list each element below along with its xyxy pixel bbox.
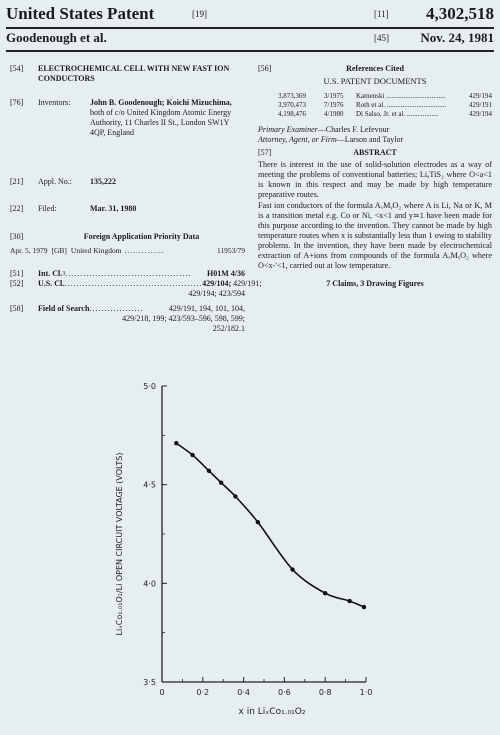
voltage-chart bbox=[100, 372, 400, 732]
field-code: [54] bbox=[10, 64, 24, 73]
reference-number: 3,873,369 bbox=[278, 92, 306, 100]
chart-ticks bbox=[143, 382, 372, 697]
data-point bbox=[174, 441, 178, 445]
field-code: [22] bbox=[10, 204, 24, 213]
inventors-address: both of c/o United Kingdom Atomic Energy Authority, 11 Charles II St., London SW1Y 4QP, England bbox=[90, 108, 232, 137]
field-code: [76] bbox=[10, 98, 24, 107]
search-label: Field of Search bbox=[38, 304, 90, 313]
patent-header-top bbox=[6, 4, 494, 24]
filed-label: Filed: bbox=[38, 204, 57, 213]
priority-date: Apr. 5, 1979 bbox=[10, 246, 48, 255]
attorney-line bbox=[258, 135, 492, 145]
y-tick-label: 4·0 bbox=[143, 579, 156, 589]
reference-row bbox=[278, 101, 492, 110]
data-point bbox=[256, 520, 260, 524]
inventors-short: Goodenough et al. bbox=[6, 30, 107, 45]
examiner-name: —Charles F. Lefevour bbox=[317, 125, 390, 134]
x-tick-label: 0 bbox=[159, 688, 165, 697]
date-code: [45] bbox=[374, 33, 389, 43]
appl-value: 135,222 bbox=[90, 177, 116, 186]
header-divider bbox=[6, 27, 494, 29]
reference-name: Di Salso, Jr. et al. bbox=[356, 110, 406, 118]
us-cl-dots: .............................................. bbox=[64, 279, 203, 288]
references-subheading: U.S. PATENT DOCUMENTS bbox=[323, 76, 427, 86]
priority-dots: .............. bbox=[124, 246, 165, 255]
abstract-heading: ABSTRACT bbox=[353, 148, 397, 157]
patent-office-title: United States Patent bbox=[6, 4, 155, 23]
reference-name: Kamenski bbox=[356, 92, 385, 100]
chart-series bbox=[174, 441, 366, 609]
reference-date: 7/1976 bbox=[324, 101, 344, 109]
abstract-body bbox=[258, 160, 492, 271]
x-tick-label: 0·6 bbox=[278, 688, 291, 697]
title-code: [19] bbox=[192, 9, 207, 19]
reference-date: 4/1980 bbox=[324, 110, 344, 118]
appl-label: Appl. No.: bbox=[38, 177, 72, 186]
x-tick-label: 0·8 bbox=[318, 688, 332, 697]
data-point bbox=[323, 591, 327, 595]
priority-number: 11953/79 bbox=[216, 246, 245, 255]
filed-value: Mar. 31, 1980 bbox=[90, 204, 137, 213]
references-heading: References Cited bbox=[346, 64, 404, 73]
inventors-names: John B. Goodenough; Koichi Mizuchima, bbox=[90, 98, 232, 107]
search-line3: 252/182.1 bbox=[212, 324, 245, 333]
priority-row bbox=[10, 246, 245, 256]
int-cl-edition: 3 bbox=[62, 271, 66, 277]
reference-dots: .................................. bbox=[386, 92, 446, 100]
us-cl-line2: 429/194; 423/594 bbox=[188, 289, 245, 298]
int-cl-dots: .......................................... bbox=[65, 269, 192, 278]
search-dots: .................. bbox=[89, 304, 144, 313]
data-point bbox=[219, 480, 223, 484]
search-value: 429/191, 194, 101, 104, bbox=[168, 304, 245, 313]
data-point bbox=[190, 453, 194, 457]
reference-name: Roth et al. bbox=[356, 101, 385, 109]
data-point bbox=[290, 567, 294, 571]
examiner-label: Primary Examiner bbox=[258, 125, 318, 134]
abstract-paragraph: Fast ion conductors of the formula AₓMᵧO₂ where A is Li, Na or K, M is a transition metal e.g. Co or Ni, <x<1 and y≃1 have been made for this purpose according to the invention. They cannot be made by high temperature routes when x is substantially less than 1 owing to stability problems. In the invention, they have been made by electrochemical extraction of A+ions from compounds of the formula AₓMᵧO₂ where O<x-'<1, carried out at low temperature. bbox=[258, 201, 492, 270]
header-bottom-rule bbox=[6, 50, 494, 52]
reference-row bbox=[278, 92, 492, 101]
attorney-name: —Larson and Taylor bbox=[336, 135, 404, 144]
number-code: [11] bbox=[374, 9, 389, 19]
us-cl-label: U.S. Cl. bbox=[38, 279, 65, 288]
reference-dots: .................. bbox=[406, 110, 439, 118]
abstract-paragraph: There is interest in the use of solid-solution electrodes as a way of meeting the problems of conventional batteries; LiₐTiS₂ where O<a<1 is known in this respect and may be made by high temperature preparative routes. bbox=[258, 160, 492, 199]
field-code: [56] bbox=[258, 64, 272, 73]
patent-date: Nov. 24, 1981 bbox=[420, 30, 494, 45]
data-point bbox=[233, 494, 237, 498]
us-cl-main: 429/104; bbox=[202, 279, 232, 288]
x-tick-label: 1·0 bbox=[359, 688, 373, 697]
field-code: [51] bbox=[10, 269, 24, 278]
inventors-field bbox=[10, 98, 245, 158]
field-code: [21] bbox=[10, 177, 24, 186]
series-line bbox=[176, 443, 364, 607]
priority-country: United Kingdom bbox=[70, 246, 122, 255]
claims-summary: 7 Claims, 3 Drawing Figures bbox=[326, 279, 424, 288]
data-point bbox=[347, 599, 351, 603]
int-cl-value: H01M 4/36 bbox=[207, 269, 245, 278]
priority-heading: Foreign Application Priority Data bbox=[83, 232, 200, 241]
y-axis-label: LiₓCo₁.₀₁O₂/Li OPEN CIRCUIT VOLTAGE (VOLTS) bbox=[115, 452, 124, 636]
field-code: [58] bbox=[10, 304, 24, 313]
priority-country-code: [GB] bbox=[51, 246, 67, 255]
reference-class: 429/194 bbox=[469, 92, 492, 100]
reference-class: 429/194 bbox=[469, 110, 492, 118]
y-tick-label: 4·5 bbox=[143, 480, 156, 490]
field-code: [52] bbox=[10, 279, 24, 288]
reference-number: 4,198,476 bbox=[278, 110, 306, 118]
us-cl-value: 429/191; bbox=[233, 279, 262, 288]
patent-number: 4,302,518 bbox=[426, 4, 494, 23]
reference-date: 3/1975 bbox=[324, 92, 344, 100]
reference-dots: .................................. bbox=[386, 101, 447, 109]
reference-row bbox=[278, 110, 492, 119]
patent-header-bottom bbox=[6, 30, 494, 48]
search-line2: 429/218, 199; 423/593–596, 598, 599; bbox=[122, 314, 245, 323]
reference-number: 3,970,473 bbox=[278, 101, 306, 109]
data-point bbox=[207, 469, 211, 473]
inventors-label: Inventors: bbox=[38, 98, 71, 107]
int-cl-label: Int. Cl. bbox=[38, 269, 63, 278]
reference-class: 429/191 bbox=[469, 101, 492, 109]
field-code: [57] bbox=[258, 148, 272, 157]
field-code: [30] bbox=[10, 232, 24, 241]
y-tick-label: 3·5 bbox=[143, 678, 156, 687]
x-tick-label: 0·4 bbox=[237, 688, 250, 697]
examiner-line bbox=[258, 125, 492, 135]
x-tick-label: 0·2 bbox=[196, 688, 210, 697]
data-point bbox=[362, 605, 366, 609]
x-axis-label: x in LiₓCo₁.₀₁O₂ bbox=[238, 707, 306, 717]
invention-title: ELECTROCHEMICAL CELL WITH NEW FAST ION CONDUCTORS bbox=[38, 64, 230, 83]
references-list bbox=[258, 92, 492, 119]
chart-axes bbox=[162, 386, 366, 682]
y-tick-label: 5·0 bbox=[143, 382, 156, 391]
attorney-label: Attorney, Agent, or Firm bbox=[258, 135, 337, 144]
abstract-column bbox=[258, 64, 492, 289]
